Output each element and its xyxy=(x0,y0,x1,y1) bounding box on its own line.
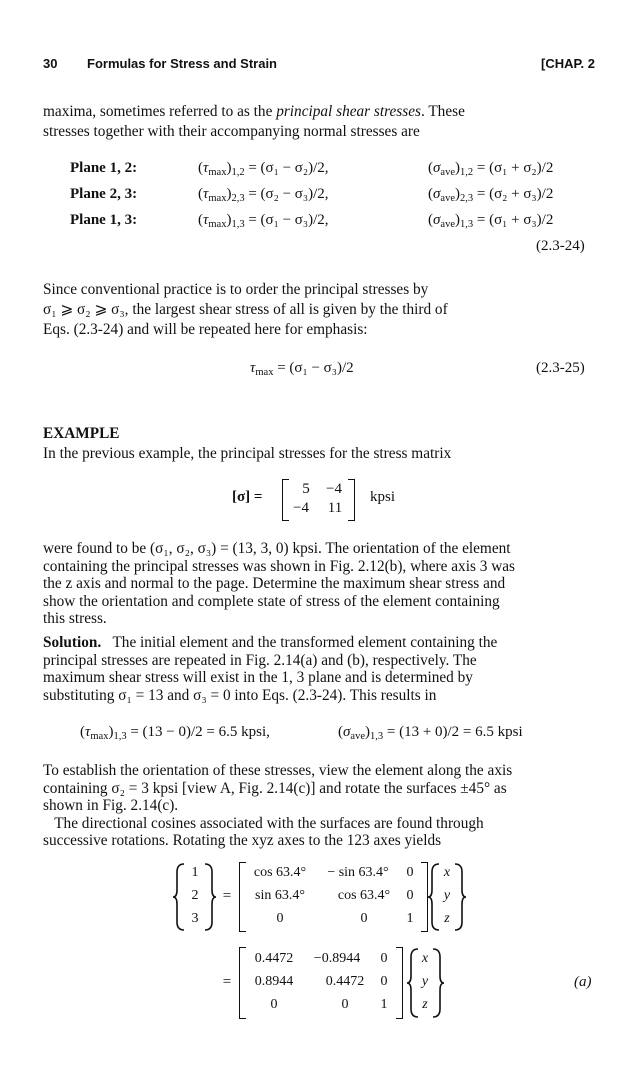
text-line: show the orientation and complete state of stress of the element containing xyxy=(43,592,500,610)
result-tau-equation: $(\tau_{max})_{1,3} = (13 - 0)/2 = 6.5$ kpsi, xyxy=(80,724,270,742)
tau-max-equation: $\tau_{max} = (\sigma_1 - \sigma_3)/2$ xyxy=(250,360,354,378)
matrix-right-bracket xyxy=(396,947,403,1019)
matrix-cell: 0 xyxy=(380,951,388,966)
example-heading: EXAMPLE xyxy=(43,425,120,442)
vector-cell: 2 xyxy=(191,888,199,903)
matrix-cell: 0.4472 xyxy=(325,974,365,989)
sigma-equation: $(\sigma_{ave})_{2,3} = (\sigma_2 + \sigma_3)/2$ xyxy=(428,186,554,204)
plane-label: Plane 1, 2: xyxy=(70,160,138,176)
matrix-cell: 0 xyxy=(406,888,414,903)
text-line: this stress. xyxy=(43,610,107,628)
text-line: Eqs. (2.3-24) and will be repeated here for emphasis: xyxy=(43,321,368,338)
vector-cell: y xyxy=(421,974,429,989)
solution-label: Solution. xyxy=(43,634,102,651)
text-line: shown in Fig. 2.14(c). xyxy=(43,797,179,815)
text-line: To establish the orientation of these stresses, view the element along the axis xyxy=(43,762,513,779)
paragraph-orientation xyxy=(43,540,595,628)
equation-number: (2.3-25) xyxy=(536,360,585,376)
right-brace-icon xyxy=(431,947,445,1019)
matrix-cell: 0.8944 xyxy=(254,974,294,989)
text-line: containing σ₂ = 3 kpsi [view A, Fig. 2.14(c)] and rotate the surfaces ±45° as xyxy=(43,779,507,797)
vector-cell: 1 xyxy=(191,865,199,880)
example-intro: In the previous example, the principal stresses for the stress matrix xyxy=(43,445,452,462)
vector-cell: x xyxy=(443,865,451,880)
text-run: . These xyxy=(420,103,465,120)
matrix-cell: 11 xyxy=(327,500,343,516)
matrix-cell: cos 63.4° xyxy=(337,888,391,903)
paragraph-solution xyxy=(43,634,595,704)
text-line: containing the principal stresses was shown in Fig. 2.12(b), where axis 3 was xyxy=(43,557,515,575)
matrix-cell: 1 xyxy=(380,997,388,1012)
sigma-equation: $(\sigma_{ave})_{1,3} = (\sigma_1 + \sigma_3)/2$ xyxy=(428,212,554,230)
paragraph-directional-cosines xyxy=(43,762,595,850)
right-brace-icon xyxy=(453,862,467,932)
plane-label: Plane 1, 3: xyxy=(70,212,138,228)
matrix-cell: −0.8944 xyxy=(313,951,361,966)
tau-equation: $(\tau_{max})_{1,3} = (\sigma_1 - \sigma_3)/2$, xyxy=(198,212,329,230)
vector-cell: y xyxy=(443,888,451,903)
text-line: maximum shear stress will exist in the 1, 3 plane and is determined by xyxy=(43,669,473,687)
matrix-cell: sin 63.4° xyxy=(255,888,305,903)
paragraph-ordering xyxy=(43,280,595,340)
text-line: the z axis and normal to the page. Determine the maximum shear stress and xyxy=(43,575,506,593)
text-line: σ₁ ⩾ σ₂ ⩾ σ₃, the largest shear stress of all is given by the third of xyxy=(43,301,448,318)
text-line: stresses together with their accompanying normal stresses are xyxy=(43,123,420,140)
matrix-cell: − sin 63.4° xyxy=(327,865,389,880)
text-line: successive rotations. Rotating the xyz axes to the 123 axes yields xyxy=(43,832,442,850)
text-line: principal stresses are repeated in Fig. 2.14(a) and (b), respectively. The xyxy=(43,651,477,669)
matrix-cell: 0 xyxy=(270,997,278,1012)
vector-cell: x xyxy=(421,951,429,966)
left-brace-icon xyxy=(427,862,441,932)
left-brace-icon xyxy=(172,862,186,932)
matrix-cell: 0 xyxy=(406,865,414,880)
matrix-cell: 1 xyxy=(406,911,414,926)
vector-cell: 3 xyxy=(191,911,199,926)
sigma-equation: $(\sigma_{ave})_{1,2} = (\sigma_1 + \sigma_2)/2$ xyxy=(428,160,554,178)
matrix-cell: −4 xyxy=(293,500,309,516)
result-sigma-equation: $(\sigma_{ave})_{1,3} = (13 + 0)/2 = 6.5$ kpsi xyxy=(338,724,523,742)
matrix-cell: 0 xyxy=(276,911,284,926)
equals-sign: = xyxy=(222,888,232,904)
text-line: Since conventional practice is to order the principal stresses by xyxy=(43,281,429,298)
matrix-cell: 0 xyxy=(380,974,388,989)
vector-cell: z xyxy=(444,911,450,926)
paragraph-principal-shear xyxy=(43,102,595,142)
text-line: The directional cosines associated with the surfaces are found through xyxy=(43,814,484,832)
matrix-cell: 0 xyxy=(341,997,349,1012)
running-title: Formulas for Stress and Strain xyxy=(87,56,277,71)
matrix-cell: −4 xyxy=(326,481,342,497)
italic-term: principal shear stresses xyxy=(276,103,421,120)
matrix-right-bracket xyxy=(348,479,355,521)
plane-row xyxy=(70,212,600,238)
text-line: were found to be (σ₁, σ₂, σ₃) = (13, 3, 0) kpsi. The orientation of the element xyxy=(43,540,511,557)
text-run: The initial element and the transformed element containing the xyxy=(101,634,498,651)
matrix-cell: 5 xyxy=(302,481,310,497)
equation-number: (2.3-24) xyxy=(536,238,585,254)
tau-equation: $(\tau_{max})_{2,3} = (\sigma_2 - \sigma_3)/2$, xyxy=(198,186,329,204)
vector-cell: z xyxy=(422,997,428,1012)
unit-label: kpsi xyxy=(370,489,396,505)
plane-label: Plane 2, 3: xyxy=(70,186,138,202)
tau-equation: $(\tau_{max})_{1,2} = (\sigma_1 - \sigma_2)/2$, xyxy=(198,160,329,178)
text-line: substituting σ₁ = 13 and σ₃ = 0 into Eqs. (2.3-24). This results in xyxy=(43,686,437,704)
chapter-label: [CHAP. 2 xyxy=(541,56,595,71)
plane-row xyxy=(70,186,600,212)
right-brace-icon xyxy=(203,862,217,932)
matrix-cell: cos 63.4° xyxy=(253,865,307,880)
matrix-left-bracket xyxy=(239,947,246,1019)
equals-sign: = xyxy=(222,974,232,990)
equation-tag: (a) xyxy=(574,974,592,990)
matrix-left-bracket xyxy=(239,862,246,932)
plane-row xyxy=(70,160,600,186)
stress-matrix-lhs: [σ] = xyxy=(232,489,263,505)
page-number: 30 xyxy=(43,56,58,71)
matrix-cell: 0 xyxy=(360,911,368,926)
text-run: maxima, sometimes referred to as the xyxy=(43,103,277,120)
matrix-cell: 0.4472 xyxy=(254,951,294,966)
